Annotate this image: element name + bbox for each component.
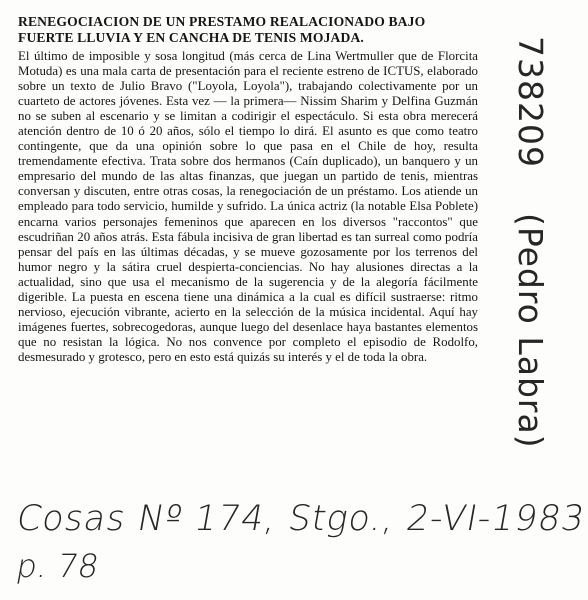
handwritten-side-note (511, 36, 550, 449)
newspaper-clipping (18, 14, 478, 365)
article-body: El último de imposible y sosa longitud (más cerca de Lina Wertmuller que de Florcita Motuda) es una mala carta de presentación para el reciente estreno de ICTUS, elaborado sobre un texto de Julio Bravo ("Loyola, Loyola"), trabajando colectivamente por un cuarteto de actores jóvenes. Esta vez — la primera— Nissim Sharim y Delfina Guzmán no se suben al escenario y se limitan a codirigir el espectáculo. Si esta obra merecerá atención dentro de 10 ó 20 años, sólo el tiempo lo dirá. El asunto es que como teatro contingente, que da una opinión sobre lo que pasa en el Chile de hoy, resulta tremendamente efectiva. Trata sobre dos hermanos (Caín duplicado), un banquero y un empresario del mundo de las altas finanzas, que juegan un partido de tenis, mientras conversan y discuten, entre otras cosas, la renegociación de un préstamo. Los atiende un empleado para todo servicio, humilde y sufrido. La única actriz (la notable Elsa Poblete) encarna varios personajes femeninos que aparecen en los diversos "raccontos" que escudriñan 20 años atrás. Esta fábula incisiva de gran libertad es tan surreal como podría pensar del país en las últimas décadas, y se mueve gozosamente por los terrenos del humor negro y la sátira cruel despierta-conciencias. No hay alusiones directas a la actualidad, sino que usa el mecanismo de la sugerencia y de la alegoría fácilmente digerible. La puesta en escena tiene una dinámica a la cual es difícil sustraerse: ritmo nervioso, ejecución vibrante, acierto en la selección de la música incidental. Aquí hay imágenes fuertes, sobrecogedoras, aunque luego del desenlace haya bastantes elementos que no resistan la lógica. No nos convence por completo el episodio de Rodolfo, desmesurado y grotesco, pero en esto está quizás su interés y el de toda la obra. (18, 49, 478, 364)
article-headline: RENEGOCIACION DE UN PRESTAMO REALACIONADO BAJO FUERTE LLUVIA Y EN CANCHA DE TENIS MOJADA. (18, 14, 426, 45)
handwritten-author: (Pedro Labra) (511, 212, 550, 449)
handwritten-citation: Cosas Nº 174, Stgo., 2-VI-1983 (13, 499, 588, 539)
handwritten-page-number: p. 78 (13, 547, 102, 585)
handwritten-catalog-number: 738209 (511, 36, 550, 168)
